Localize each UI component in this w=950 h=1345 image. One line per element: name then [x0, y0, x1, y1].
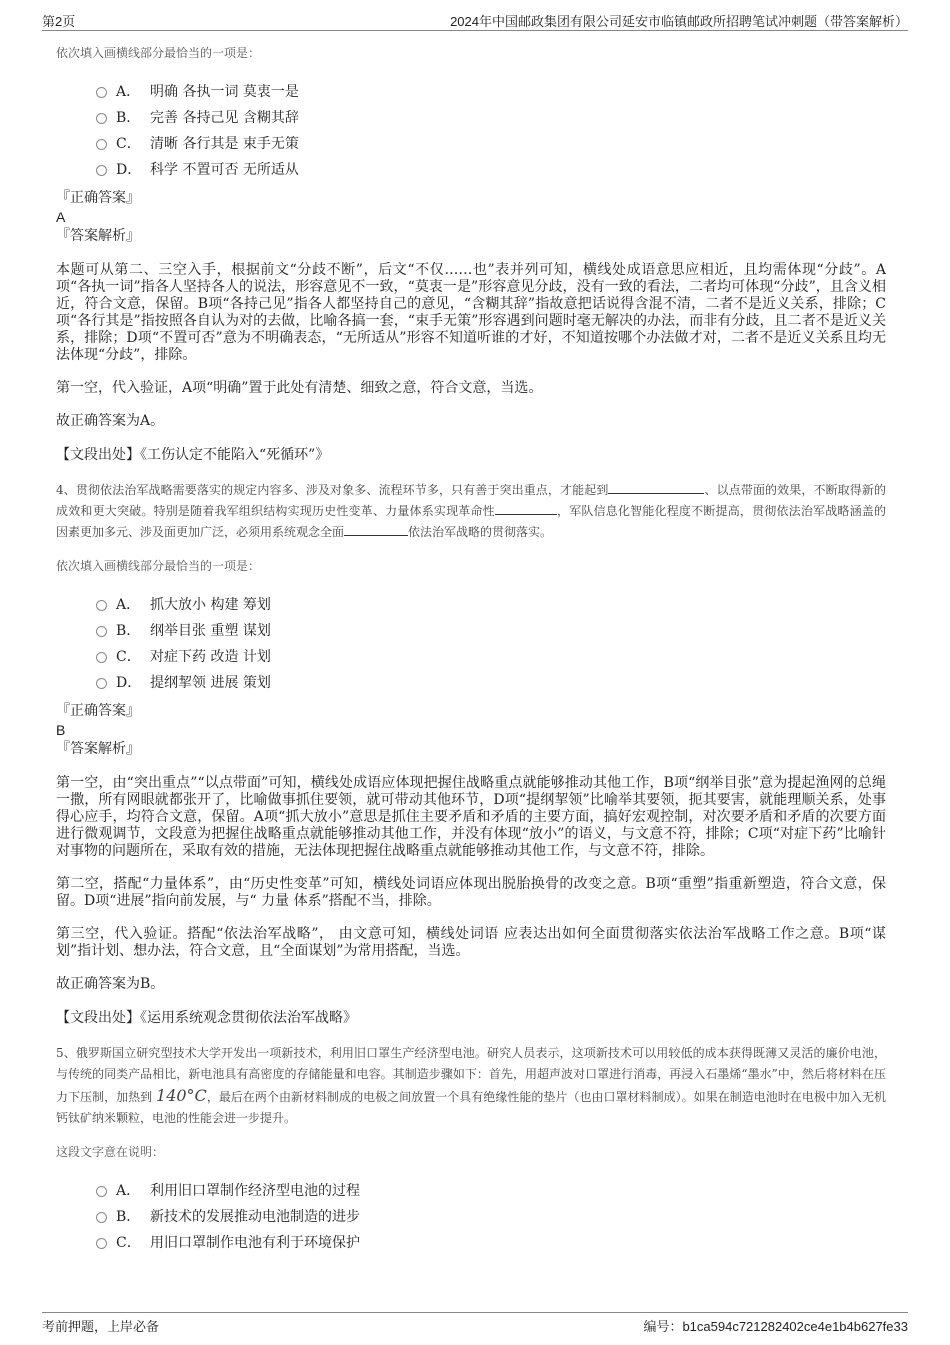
- q3-answer: A: [56, 209, 66, 225]
- document-body: [56, 42, 886, 1261]
- q3-answer-label: 『正确答案』: [56, 190, 140, 206]
- q4-option-d[interactable]: D． 提纲挈领 进展 策划: [96, 669, 886, 695]
- q4-analysis-label: 『答案解析』: [56, 741, 140, 757]
- q4-analysis-p2: 第二空，搭配“力量体系”，由“历史性变革”可知，横线处词语应体现出脱胎换骨的改变之意。B项“重塑”指重新塑造，符合文意，保留。D项“进展”指向前发展，与“ 力量 体系”搭配不当，排除。: [56, 876, 886, 909]
- temperature-value: 140°C: [156, 1086, 207, 1105]
- q4-analysis-p4: 故正确答案为B。: [56, 976, 165, 992]
- q3-options: [96, 78, 886, 182]
- q4-question-text: 4、贯彻依法治军战略需要落实的规定内容多、涉及对象多、流程环节多，只有善于突出重点，才能起到 、以点带面的效果，不断取得新的成效和更大突破。特别是随着我军组织结构实现历史性变革、力量体系实现革命性 ，军队信息化智能化程度不断提高，贯彻依法治军战略涵盖的因素更加多元、涉及面更加广泛，必须用系统观念全面 依法治军战略的贯彻落实。: [56, 483, 886, 539]
- document-title: 2024年中国邮政集团有限公司延安市临镇邮政所招聘笔试冲刺题（带答案解析）: [450, 14, 908, 29]
- radio-icon[interactable]: [96, 1212, 107, 1223]
- radio-icon[interactable]: [96, 113, 107, 124]
- page-number: 第2页: [42, 14, 76, 29]
- radio-icon[interactable]: [96, 165, 107, 176]
- q5-option-b[interactable]: B． 新技术的发展推动电池制造的进步: [96, 1203, 886, 1229]
- q4-analysis-p3: 第三空，代入验证。搭配“依法治军战略”， 由文意可知，横线处词语 应表达出如何全面贯彻落实依法治军战略工作之意。B项“谋划”指计划、想办法，符合文意，且“全面谋划”为常用搭配，当选。: [56, 926, 886, 959]
- q4-analysis-p1: 第一空，由“突出重点”“以点带面”可知，横线处成语应体现把握住战略重点就能够推动其他工作，B项“纲举目张”意为提起渔网的总绳一撒，所有网眼就都张开了，比喻做事抓住要领，就可带动其他环节，D项“提纲挈领”比喻举其要领，扼其要害，就能理顺关系，处事得心应手，均符合文意，保留。A项“抓大放小”意思是抓住主要矛盾和矛盾的主要方面，搞好宏观控制，对次要矛盾和矛盾的次要方面进行微观调节，文段意为把握住战略重点就能够推动其他工作，并没有体现“放小”的语义，与文意不符，排除；C项“对症下药”比喻针对事物的问题所在，采取有效的措施，无法体现把握住战略重点就能够推动其他工作，与文意不符，排除。: [56, 775, 886, 859]
- q4-answer-label: 『正确答案』: [56, 703, 140, 719]
- q3-option-c[interactable]: C． 清晰 各行其是 束手无策: [96, 130, 886, 156]
- radio-icon[interactable]: [96, 1238, 107, 1249]
- q3-analysis-p3: 故正确答案为A。: [56, 413, 165, 429]
- q5-options: [96, 1177, 886, 1255]
- q3-option-a[interactable]: A． 明确 各执一词 莫衷一是: [96, 78, 886, 104]
- blank-line: [344, 523, 408, 536]
- q3-prompt: 依次填入画横线部分最恰当的一项是：: [56, 46, 261, 60]
- q4-answer: B: [56, 722, 66, 738]
- q4-options: [96, 591, 886, 695]
- radio-icon[interactable]: [96, 600, 107, 611]
- q3-analysis-label: 『答案解析』: [56, 228, 140, 244]
- footer-slogan: 考前押题，上岸必备: [42, 1319, 160, 1334]
- q3-option-b[interactable]: B． 完善 各持己见 含糊其辞: [96, 104, 886, 130]
- q4-option-a[interactable]: A． 抓大放小 构建 筹划: [96, 591, 886, 617]
- q4-source: 【文段出处】《运用系统观念贯彻依法治军战略》: [56, 1010, 357, 1026]
- q4-prompt: 依次填入画横线部分最恰当的一项是：: [56, 559, 261, 573]
- blank-line: [495, 502, 557, 515]
- q3-analysis-p1: 本题可从第二、三空入手，根据前文“分歧不断”，后文“不仅……也”表并列可知，横线处成语意思应相近，且均需体现“分歧”。A项“各执一词”指各人坚持各人的说法，形容意见不一致，“莫衷一是”形容意见分歧，没有一致的看法，二者均可体现“分歧”，且含义相近，符合文意，保留。B项“各持己见”指各人都坚持自己的意见，“含糊其辞”指故意把话说得含混不清，二者不是近义关系，排除；C项“各行其是”指按照各自认为对的去做，比喻各搞一套，“束手无策”形容遇到问题时毫无解决的办法，而非有分歧，且二者不是近义关系，排除；D项“不置可否”意为不明确表态，“无所适从”形容不知道听谁的才好，不知道按哪个办法做才对，二者不是近义关系且均无法体现“分歧”，排除。: [56, 262, 886, 363]
- radio-icon[interactable]: [96, 652, 107, 663]
- q3-option-d[interactable]: D． 科学 不置可否 无所适从: [96, 156, 886, 182]
- page-header: [42, 8, 908, 31]
- q5-option-a[interactable]: A． 利用旧口罩制作经济型电池的过程: [96, 1177, 886, 1203]
- document-id: 编号：b1ca594c721282402ce4e1b4b627fe33: [643, 1319, 908, 1334]
- q5-question-text: 5、俄罗斯国立研究型技术大学开发出一项新技术，利用旧口罩生产经济型电池。研究人员表示，这项新技术可以用较低的成本获得既薄又灵活的廉价电池，与传统的同类产品相比，新电池具有高密度的存储能量和电容。其制造步骤如下：首先，用超声波对口罩进行消毒，再浸入石墨烯“墨水”中，然后将材料在压力下压制，加热到 140°C，最后在两个由新材料制成的电极之间放置一个具有绝缘性能的垫片（也由口罩材料制成）。如果在制造电池时在电极中加入无机钙钛矿纳米颗粒，电池的性能会进一步提升。: [56, 1046, 886, 1125]
- blank-line: [608, 481, 704, 494]
- q5-option-c[interactable]: C． 用旧口罩制作电池有利于环境保护: [96, 1229, 886, 1255]
- page-footer: [42, 1312, 908, 1337]
- q3-analysis-p2: 第一空，代入验证，A项“明确”置于此处有清楚、细致之意，符合文意，当选。: [56, 380, 543, 396]
- q4-option-b[interactable]: B． 纲举目张 重塑 谋划: [96, 617, 886, 643]
- q3-source: 【文段出处】《工伤认定不能陷入“死循环”》: [56, 447, 330, 463]
- radio-icon[interactable]: [96, 1186, 107, 1197]
- q5-prompt: 这段文字意在说明：: [56, 1145, 165, 1159]
- radio-icon[interactable]: [96, 626, 107, 637]
- q4-option-c[interactable]: C． 对症下药 改造 计划: [96, 643, 886, 669]
- radio-icon[interactable]: [96, 139, 107, 150]
- radio-icon[interactable]: [96, 678, 107, 689]
- radio-icon[interactable]: [96, 87, 107, 98]
